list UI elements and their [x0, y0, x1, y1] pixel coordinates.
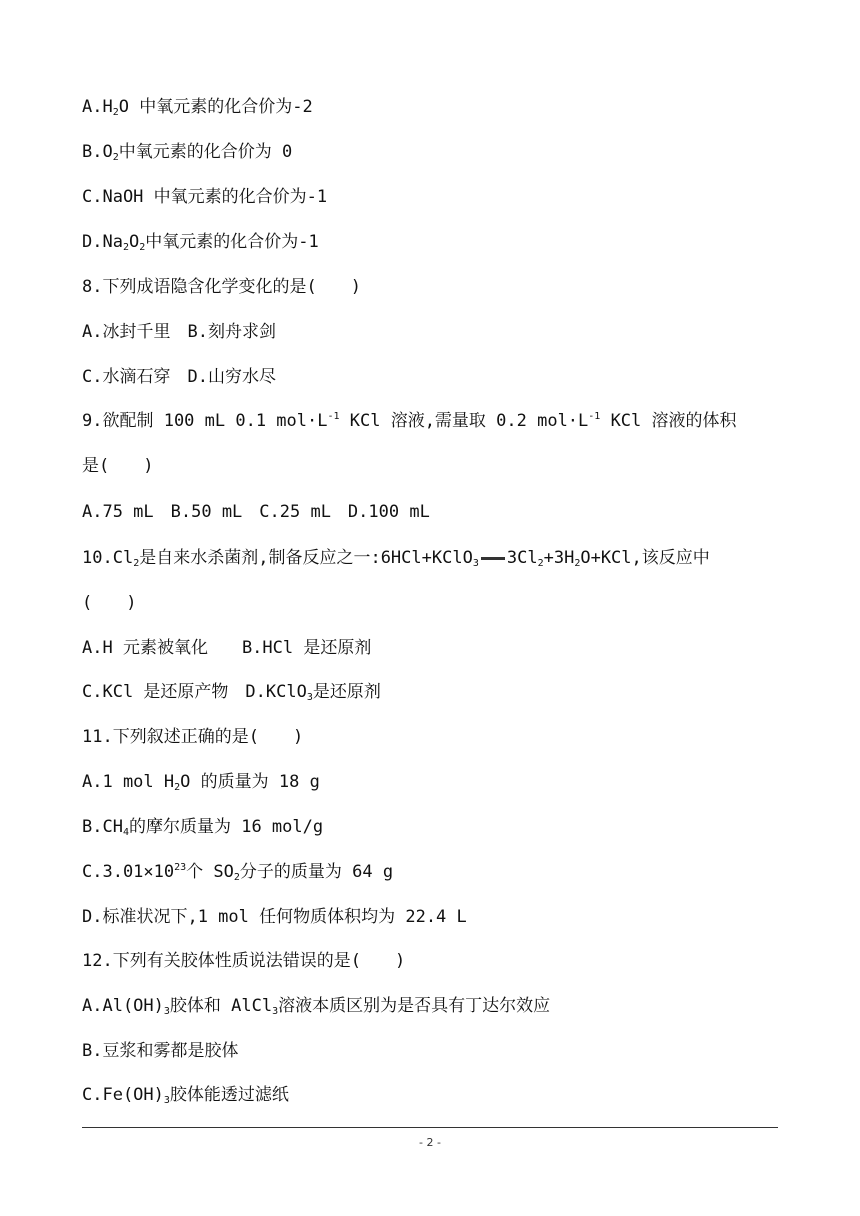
line-q9-stem-2	[82, 454, 153, 478]
text-run: 11.下列叙述正确的是( )	[82, 727, 304, 747]
text-run: O+KCl,该反应中	[580, 548, 710, 568]
line-q11-b	[82, 815, 323, 839]
footer-rule	[82, 1127, 778, 1128]
text-run: 胶体和 AlCl	[169, 996, 273, 1016]
superscript: 23	[174, 862, 187, 873]
text-run: 溶液本质区别为是否具有丁达尔效应	[278, 996, 551, 1016]
line-q12-b	[82, 1039, 238, 1063]
subscript: 3	[306, 692, 313, 703]
line-q9-stem-1	[82, 409, 737, 433]
line-q8-stem	[82, 275, 361, 299]
text-run: 中氧元素的化合价为 0	[118, 142, 293, 162]
subscript: 2	[122, 242, 129, 253]
subscript: 4	[122, 827, 129, 838]
line-q8-ab	[82, 320, 276, 344]
text-run: 8.下列成语隐含化学变化的是( )	[82, 277, 361, 297]
line-q8-cd	[82, 365, 276, 389]
line-q11-a	[82, 770, 320, 794]
text-run: 10.Cl	[82, 548, 134, 568]
text-run: 是( )	[82, 456, 154, 476]
subscript: 2	[139, 242, 146, 253]
line-q11-c	[82, 860, 393, 884]
text-run: A.冰封千里 B.刻舟求剑	[82, 322, 276, 342]
superscript: -1	[588, 411, 601, 422]
text-run: O	[128, 232, 140, 252]
text-run: C.水滴石穿 D.山穷水尽	[82, 367, 276, 387]
text-run: A.H	[82, 97, 113, 117]
subscript: 2	[574, 558, 581, 569]
line-q12-stem	[82, 949, 405, 973]
text-run: B.O	[82, 142, 113, 162]
subscript: 3	[163, 1095, 170, 1106]
line-q11-stem	[82, 725, 303, 749]
line-q9-options	[82, 500, 430, 524]
text-run: O 的质量为 18 g	[180, 772, 320, 792]
text-run: ( )	[82, 593, 137, 613]
line-q10-cd	[82, 680, 381, 704]
text-run: A.Al(OH)	[82, 996, 164, 1016]
text-run: B.豆浆和雾都是胶体	[82, 1041, 239, 1061]
line-q7-b	[82, 140, 292, 164]
text-run: 中氧元素的化合价为-1	[145, 232, 319, 252]
subscript: 2	[174, 782, 181, 793]
line-q7-d	[82, 230, 319, 254]
line-q10-stem-2	[82, 591, 136, 615]
text-run: +3H	[543, 548, 575, 568]
line-q7-c	[82, 185, 327, 209]
line-q10-ab	[82, 636, 371, 660]
line-q11-d	[82, 905, 467, 929]
page-number: - 2 -	[419, 1136, 441, 1149]
subscript: 3	[272, 1006, 279, 1017]
text-run: 的摩尔质量为 16 mol/g	[128, 817, 324, 837]
text-run: 3Cl	[506, 548, 538, 568]
subscript: 2	[233, 872, 240, 883]
text-run: O 中氧元素的化合价为-2	[118, 97, 313, 117]
text-run: D.标准状况下,1 mol 任何物质体积均为 22.4 L	[82, 907, 467, 927]
reaction-equals-sign	[481, 557, 505, 560]
text-run: A.1 mol H	[82, 772, 175, 792]
superscript: -1	[327, 411, 340, 422]
subscript: 2	[112, 152, 119, 163]
subscript: 2	[133, 558, 140, 569]
text-run: B.CH	[82, 817, 123, 837]
text-run: 12.下列有关胶体性质说法错误的是( )	[82, 951, 406, 971]
text-run: C.KCl 是还原产物 D.KClO	[82, 682, 307, 702]
subscript: 3	[163, 1006, 170, 1017]
text-run: KCl 溶液的体积	[600, 411, 737, 431]
text-run: 9.欲配制 100 mL 0.1 mol·L	[82, 411, 328, 431]
text-run: C.Fe(OH)	[82, 1085, 164, 1105]
text-run: D.Na	[82, 232, 123, 252]
text-run: C.3.01×10	[82, 862, 175, 882]
text-run: 是自来水杀菌剂,制备反应之一:6HCl+KClO	[139, 548, 473, 568]
line-q7-a	[82, 95, 313, 119]
line-q12-a	[82, 994, 550, 1018]
text-run: C.NaOH 中氧元素的化合价为-1	[82, 187, 328, 207]
subscript: 2	[112, 107, 119, 118]
text-run: KCl 溶液,需量取 0.2 mol·L	[339, 411, 589, 431]
text-run: A.75 mL B.50 mL C.25 mL D.100 mL	[82, 502, 430, 522]
subscript: 3	[472, 558, 479, 569]
subscript: 2	[537, 558, 544, 569]
text-run: 个 SO	[186, 862, 234, 882]
line-q10-stem-1	[82, 546, 710, 570]
line-q12-c	[82, 1083, 289, 1107]
text-run: 分子的质量为 64 g	[239, 862, 394, 882]
text-run: 胶体能透过滤纸	[169, 1085, 289, 1105]
text-run: 是还原剂	[312, 682, 381, 702]
text-run: A.H 元素被氧化 B.HCl 是还原剂	[82, 638, 372, 658]
